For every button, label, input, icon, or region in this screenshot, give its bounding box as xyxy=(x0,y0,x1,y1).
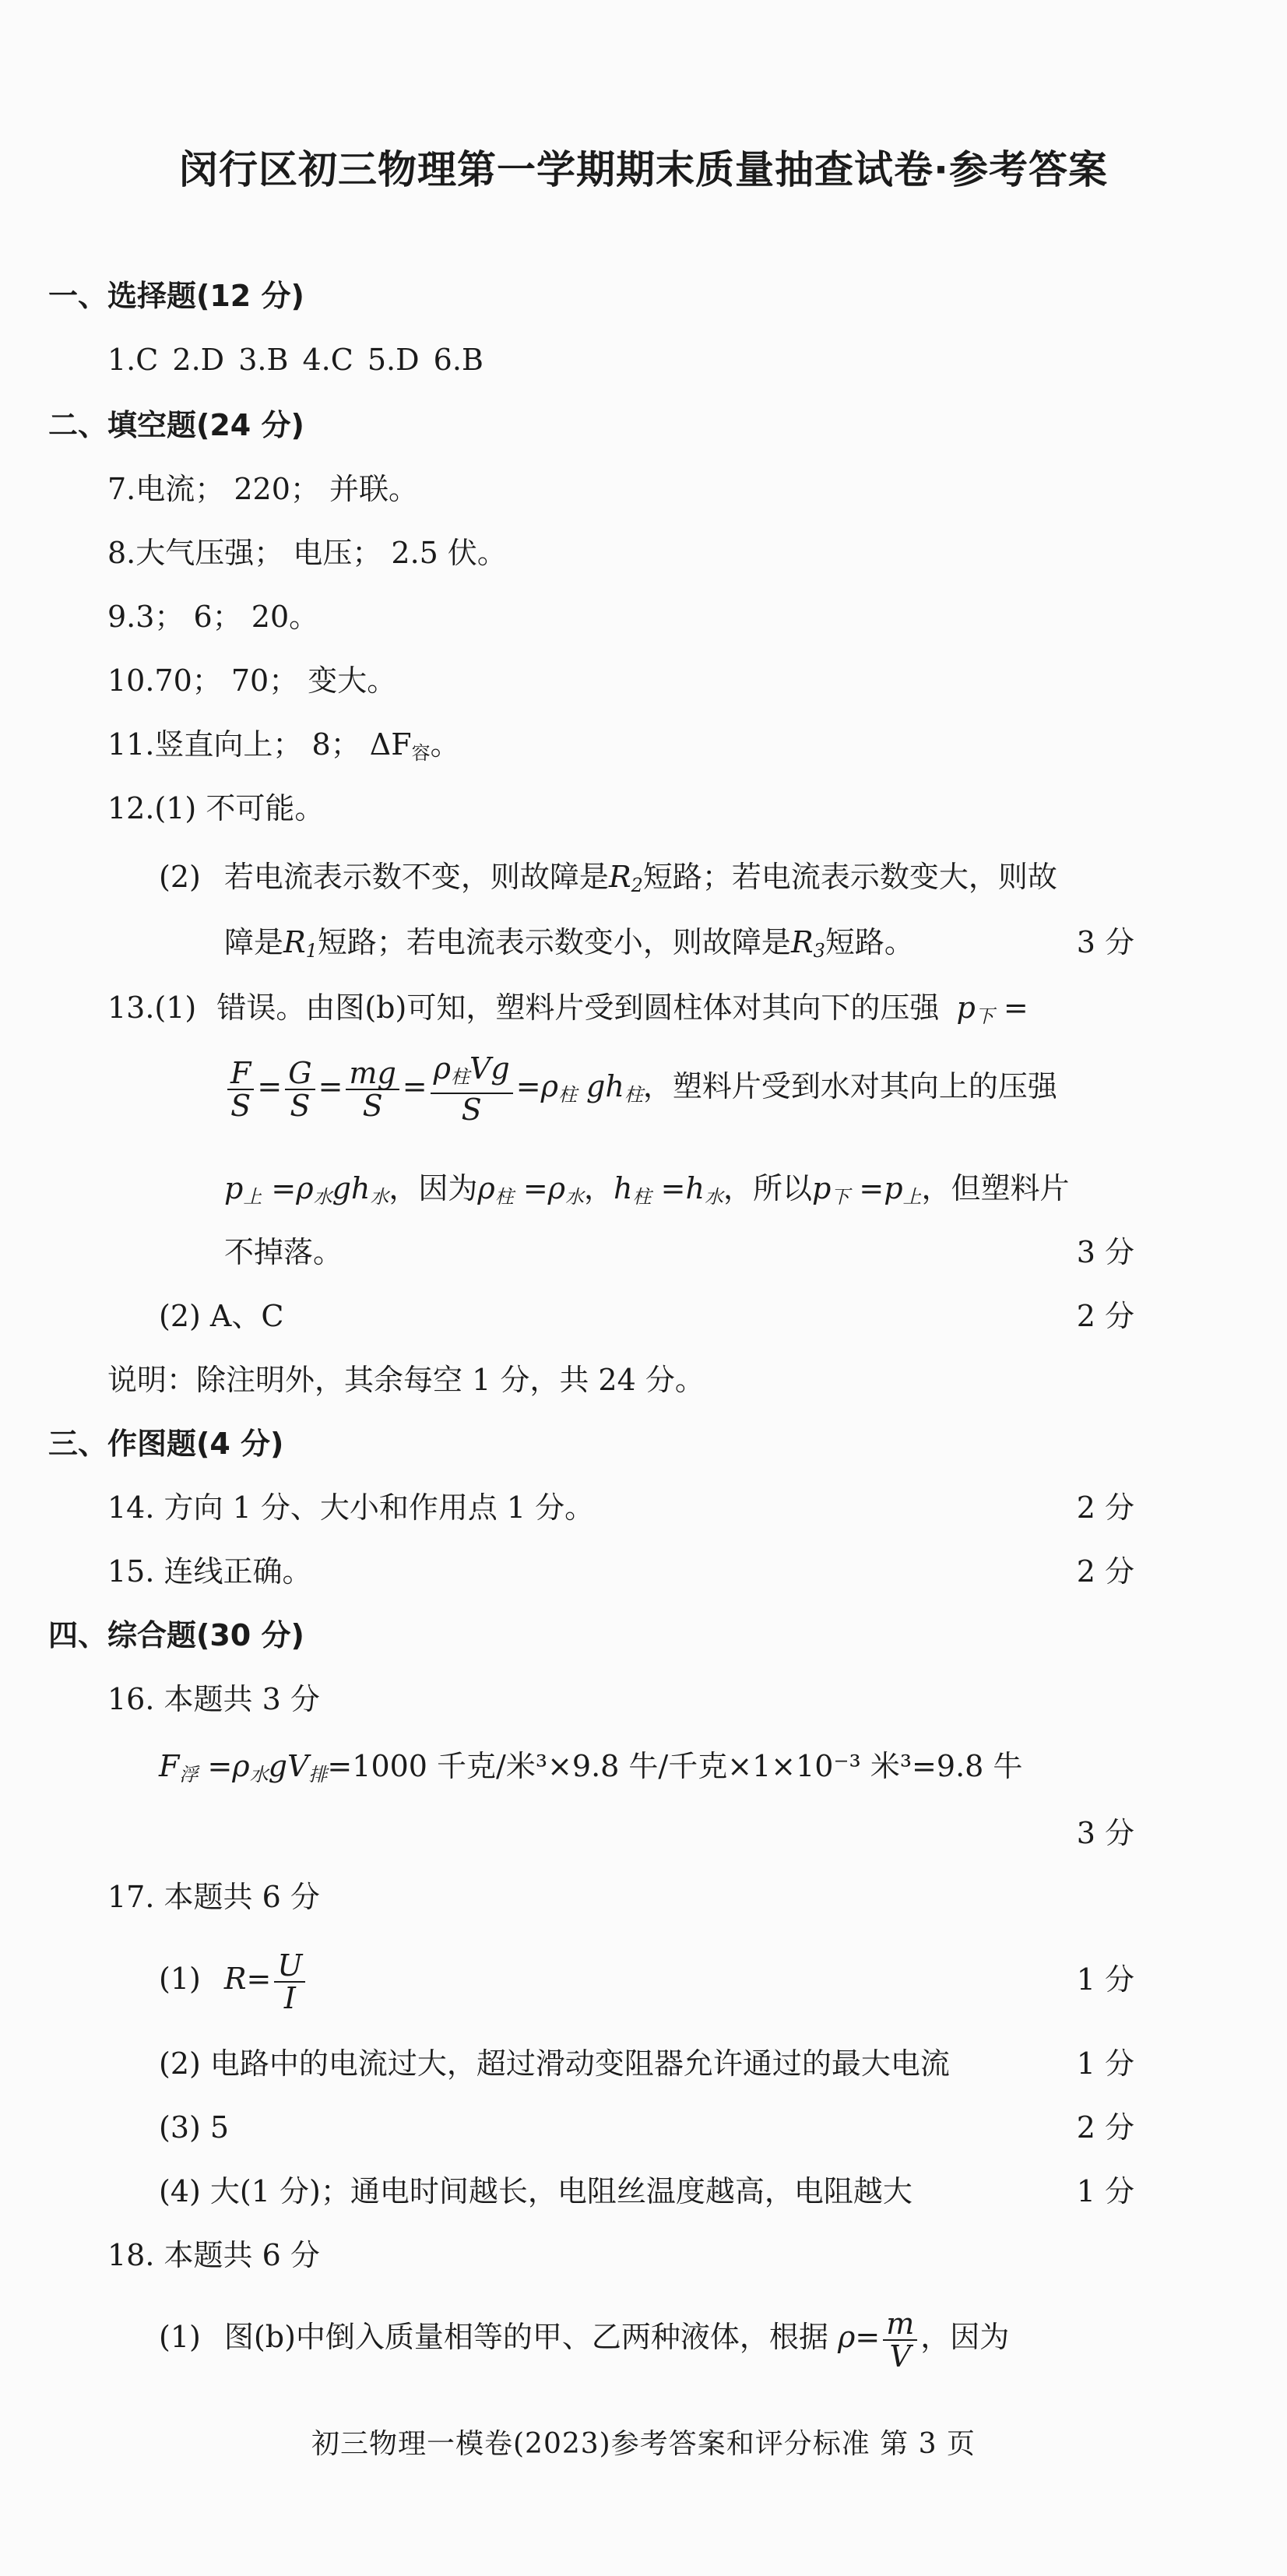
fraction-g-s: $\frac{G}{S}$ xyxy=(285,1057,315,1121)
r3-symbol: $R_3$ xyxy=(790,925,825,962)
q11-text: 11.竖直向上； 8； ΔF xyxy=(107,727,412,762)
page-title: 闵行区初三物理第一学期期末质量抽查试卷·参考答案 xyxy=(179,147,1108,192)
section-1-heading: 一、选择题(12 分) xyxy=(48,279,304,313)
q13-1-text-c3: ，所以 xyxy=(723,1171,812,1205)
q13-1-text-a: 错误。由图(b)可知，塑料片受到圆柱体对其向下的压强 xyxy=(216,991,940,1025)
q18-1-label: (1) xyxy=(159,2320,201,2354)
h-equal-condition: $h_柱 =h_水$ xyxy=(614,1171,723,1208)
answer-q10: 10.70； 70； 变大。 xyxy=(107,663,397,698)
q12-2-text-b2: 短路；若电流表示数变小，则故障是 xyxy=(317,925,791,959)
answer-q13-1-line2: $\frac{F}{S}$ = $\frac{G}{S}$ = $\frac{mg}{S}$ = $\frac{\rho_柱Vg}{S}$ $=\rho_柱$ $gh_柱$，塑料片受到水对其向上的压强 xyxy=(224,1051,1057,1130)
p-equal-condition: $p_下 =p_上$ xyxy=(811,1171,922,1208)
q13-1-text-b2: ，塑料片受到水对其向上的压强 xyxy=(642,1069,1057,1103)
section-3-heading: 三、作图题(4 分) xyxy=(48,1427,284,1461)
answer-q17-1 xyxy=(159,1944,308,2014)
q12-score: 3 分 xyxy=(1076,925,1134,959)
q15-score: 2 分 xyxy=(1076,1554,1134,1589)
q18-1-text-b: ，因为 xyxy=(920,2320,1010,2354)
answer-q13-2: (2) A、C xyxy=(159,1299,284,1333)
q11-subscript: 容 xyxy=(411,742,431,764)
section-2-heading: 二、填空题(24 分) xyxy=(48,408,304,442)
r1-symbol: $R_1$ xyxy=(283,925,318,962)
q17-4-score: 1 分 xyxy=(1076,2174,1134,2208)
answer-q13-1-line1 xyxy=(107,989,1029,1035)
answer-q17-heading: 17. 本题共 6 分 xyxy=(107,1880,320,1914)
answer-q18-heading: 18. 本题共 6 分 xyxy=(107,2238,320,2272)
q13-1-score: 3 分 xyxy=(1076,1235,1134,1269)
answer-q8: 8.大气压强； 电压； 2.5 伏。 xyxy=(107,536,507,570)
q16-formula xyxy=(159,1747,1022,1793)
q13-2-score: 2 分 xyxy=(1076,1299,1134,1333)
q12-2-text-a: 若电流表示数不变，则故障是 xyxy=(223,860,609,894)
q13-1-text-c4: ，但塑料片 xyxy=(921,1171,1070,1205)
fraction-f-s: $\frac{F}{S}$ xyxy=(227,1057,254,1121)
rho-equal-condition: $\rho_柱 =\rho_水$ xyxy=(477,1171,585,1208)
q17-3-score: 2 分 xyxy=(1076,2110,1134,2145)
q12-2-text-b: 障是 xyxy=(224,925,284,959)
p-up-formula: $p_上 =\rho_水gh_水$ xyxy=(224,1171,389,1208)
answer-q17-4: (4) 大(1 分)；通电时间越长，电阻丝温度越高，电阻越大 xyxy=(159,2174,913,2208)
q16-formula-tail: =1000 千克/米³×9.8 牛/千克×1×10⁻³ 米³=9.8 牛 xyxy=(327,1749,1023,1783)
q13-1-label: 13.(1) xyxy=(107,991,197,1025)
section-4-heading: 四、综合题(30 分) xyxy=(48,1618,304,1652)
q12-2-label: (2) xyxy=(159,860,201,894)
answer-q12-2-line1 xyxy=(159,858,1057,904)
q14-score: 2 分 xyxy=(1076,1490,1134,1525)
q18-1-text-a: 图(b)中倒入质量相等的甲、乙两种液体，根据 xyxy=(223,2320,828,2354)
q13-1-text-c2: ，因为 xyxy=(389,1171,478,1205)
buoyancy-formula-lhs: $F_浮 =\rho_水gV_排$ xyxy=(159,1749,328,1786)
p-down-symbol: $p_下$ = xyxy=(956,991,1029,1027)
answer-q12-1: 12.(1) 不可能。 xyxy=(107,791,325,825)
resistance-formula: R= $\frac{U}{I}$ xyxy=(224,1962,308,1996)
q17-1-score: 1 分 xyxy=(1076,1962,1134,1997)
answer-q12-2-line2 xyxy=(224,924,914,970)
q17-2-score: 1 分 xyxy=(1076,2046,1134,2081)
q11-end: 。 xyxy=(430,727,460,762)
answer-q16-heading: 16. 本题共 3 分 xyxy=(107,1682,320,1716)
choice-answers: 1.C 2.D 3.B 4.C 5.D 6.B xyxy=(107,343,484,377)
q16-score: 3 分 xyxy=(1076,1816,1134,1850)
answer-q13-1-line4: 不掉落。 xyxy=(224,1235,343,1269)
fraction-mg-s: $\frac{mg}{S}$ xyxy=(346,1057,399,1121)
section-2-note: 说明：除注明外，其余每空 1 分，共 24 分。 xyxy=(107,1363,705,1397)
answer-q14: 14. 方向 1 分、大小和作用点 1 分。 xyxy=(107,1490,595,1525)
r2-symbol: $R_2$ xyxy=(608,860,643,896)
rho-g-h-expression: $\rho_柱$ $gh_柱$ xyxy=(540,1069,643,1106)
answer-q17-2: (2) 电路中的电流过大，超过滑动变阻器允许通过的最大电流 xyxy=(159,2046,950,2081)
fraction-rho-vg-s: $\frac{\rho_柱Vg}{S}$ xyxy=(431,1053,513,1125)
answer-q7: 7.电流； 220； 并联。 xyxy=(107,472,418,506)
answer-q11 xyxy=(107,726,460,772)
density-formula: ρ= $\frac{m}{V}$ xyxy=(838,2320,920,2354)
q12-2-text-b3: 短路。 xyxy=(825,925,914,959)
answer-q13-1-line3: $p_上 =\rho_水gh_水$，因为$\rho_柱 =\rho_水$，$h_柱 =h_水$，所以$p_下 =p_上$，但塑料片 xyxy=(224,1171,1070,1208)
answer-q9: 9.3； 6； 20。 xyxy=(107,600,319,634)
answer-q17-3: (3) 5 xyxy=(159,2110,230,2145)
q17-1-label: (1) xyxy=(159,1962,201,1996)
page-footer: 初三物理一模卷(2023)参考答案和评分标准 第 3 页 xyxy=(311,2428,976,2460)
answer-q18-1 xyxy=(159,2302,1009,2372)
answer-q15: 15. 连线正确。 xyxy=(107,1554,312,1589)
q12-2-text-a2: 短路；若电流表示数变大，则故 xyxy=(642,860,1057,894)
